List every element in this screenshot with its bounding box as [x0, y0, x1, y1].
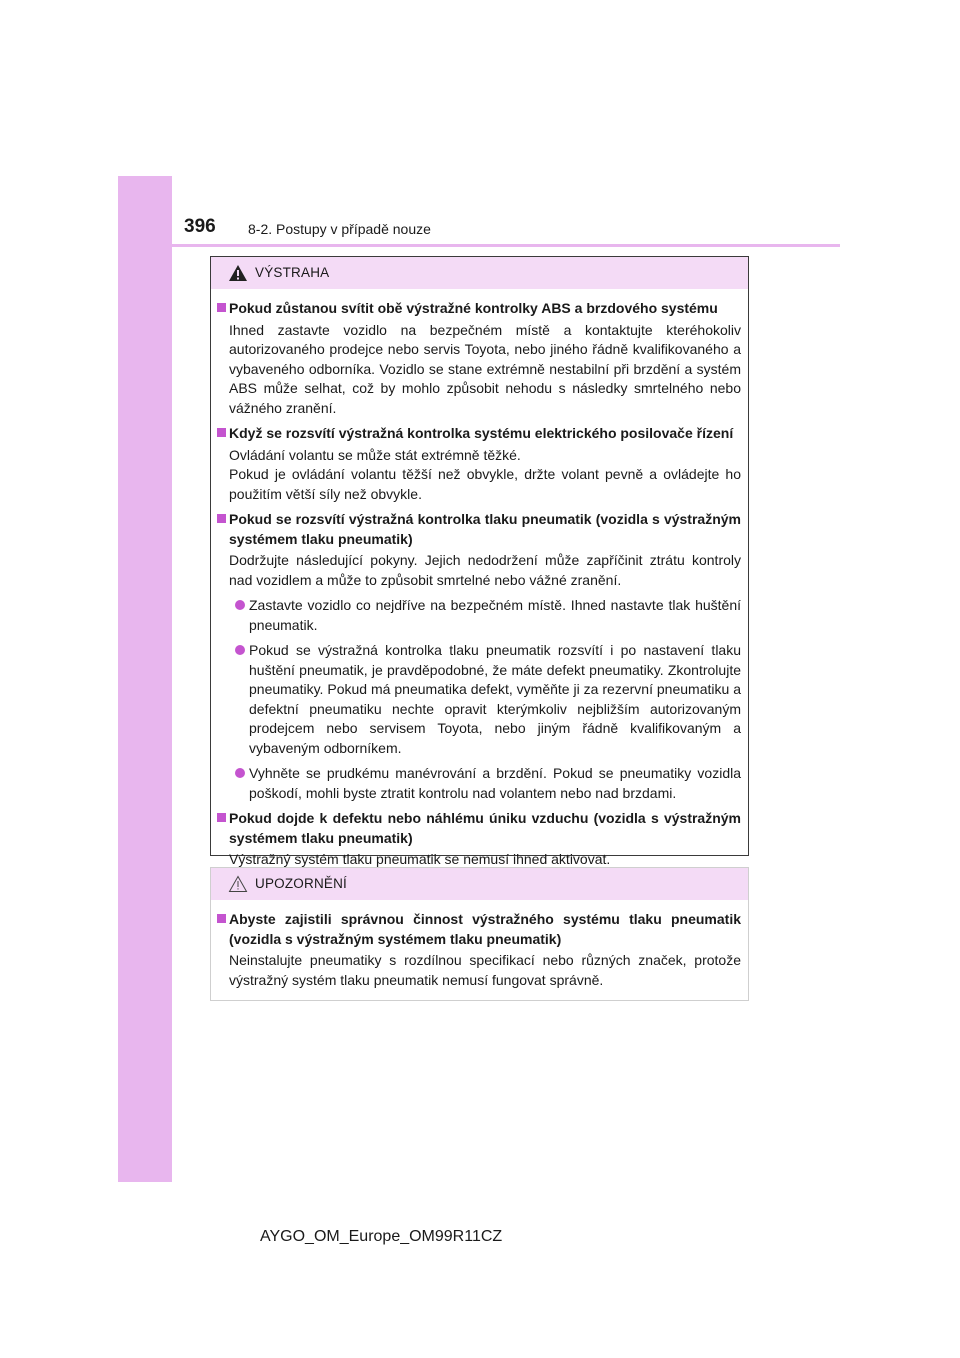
warning-item-heading: Pokud dojde k defektu nebo náhlému úniku vzduchu (vozidla s výstražným systémem tlaku pneumatik) [217, 809, 741, 848]
warning-item-text: Pokud je ovládání volantu těžší než obvykle, držte volant pevně a ovládejte ho použitím větší síly než obvykle. [229, 466, 741, 502]
notice-item-text: Neinstalujte pneumatiky s rozdílnou specifikací nebo různých značek, protože výstražný systém tlaku pneumatik nemusí fungovat správně. [229, 952, 741, 988]
warning-bullet: Vyhněte se prudkému manévrování a brzdění. Pokud se pneumatiky vozidla poškodí, mohli byste ztratit kontrolu nad volantem nebo nad brzdami. [217, 764, 741, 803]
side-tab-bar [118, 176, 172, 1182]
warning-header [211, 257, 748, 289]
round-bullet-icon [235, 768, 245, 778]
square-bullet-icon [217, 914, 226, 923]
notice-box [210, 867, 749, 1001]
warning-item-text: Dodržujte následující pokyny. Jejich nedodržení může zapříčinit ztrátu kontroly nad vozidlem a může to způsobit smrtelné nebo vážné zranění. [229, 552, 741, 588]
square-bullet-icon [217, 813, 226, 822]
round-bullet-icon [235, 645, 245, 655]
warning-triangle-icon [228, 264, 248, 282]
warning-box [210, 256, 749, 867]
warning-bullet: Pokud se výstražná kontrolka tlaku pneumatik rozsvítí i po nastavení tlaku huštění pneumatik, je pravděpodobné, že máte defekt pneumatiky. Zkontrolujte pneumatiky. Pokud má pneumatika defekt, vyměňte ji za rezervní pneumatiku a defektní pneumatiku nechte opravit kterýmkoliv nejbližším autorizovaným prodejcem nebo servisem Toyota, nebo jiným řádně kvalifikovaným a vybaveným odborníkem. [217, 641, 741, 758]
warning-bullet: Zastavte vozidlo co nejdříve na bezpečném místě. Ihned nastavte tlak huštění pneumatik. [217, 596, 741, 635]
notice-body [211, 900, 748, 990]
warning-title: VÝSTRAHA [255, 265, 330, 280]
warning-item-text: Ovládání volantu se může stát extrémně těžké. [229, 446, 521, 463]
round-bullet-icon [235, 600, 245, 610]
warning-item-text: Ihned zastavte vozidlo na bezpečném místě a kontaktujte kteréhokoliv autorizovaného prodejce nebo servis Toyota, nebo jiného řádně kvalifikovaného a vybaveného odborníka. Vozidlo se stane extrémně nestabilní při brzdění a systém ABS může selhat, což by mohlo způsobit nehodu s následky smrtelného nebo vážného zranění. [229, 321, 741, 416]
page-number: 396 [184, 216, 216, 237]
document-id: AYGO_OM_Europe_OM99R11CZ [260, 1228, 503, 1245]
square-bullet-icon [217, 303, 226, 312]
warning-item-heading: Pokud se rozsvítí výstražná kontrolka tlaku pneumatik (vozidla s výstražným systémem tlaku pneumatik) [217, 510, 741, 549]
warning-item-text: Výstražný systém tlaku pneumatik se nemusí ihned aktivovat. [229, 851, 611, 867]
caution-triangle-icon [228, 875, 248, 893]
warning-item-heading: Když se rozsvítí výstražná kontrolka systému elektrického posilovače řízení [217, 424, 741, 444]
section-title: 8-2. Postupy v případě nouze [248, 221, 431, 237]
square-bullet-icon [217, 514, 226, 523]
notice-header [211, 868, 748, 900]
header-divider [172, 244, 840, 247]
square-bullet-icon [217, 428, 226, 437]
notice-item-heading: Abyste zajistili správnou činnost výstražného systému tlaku pneumatik (vozidla s výstražným systémem tlaku pneumatik) [217, 910, 741, 949]
warning-item-heading: Pokud zůstanou svítit obě výstražné kontrolky ABS a brzdového systému [217, 299, 741, 319]
warning-body [211, 289, 748, 870]
notice-title: UPOZORNĚNÍ [255, 876, 348, 891]
